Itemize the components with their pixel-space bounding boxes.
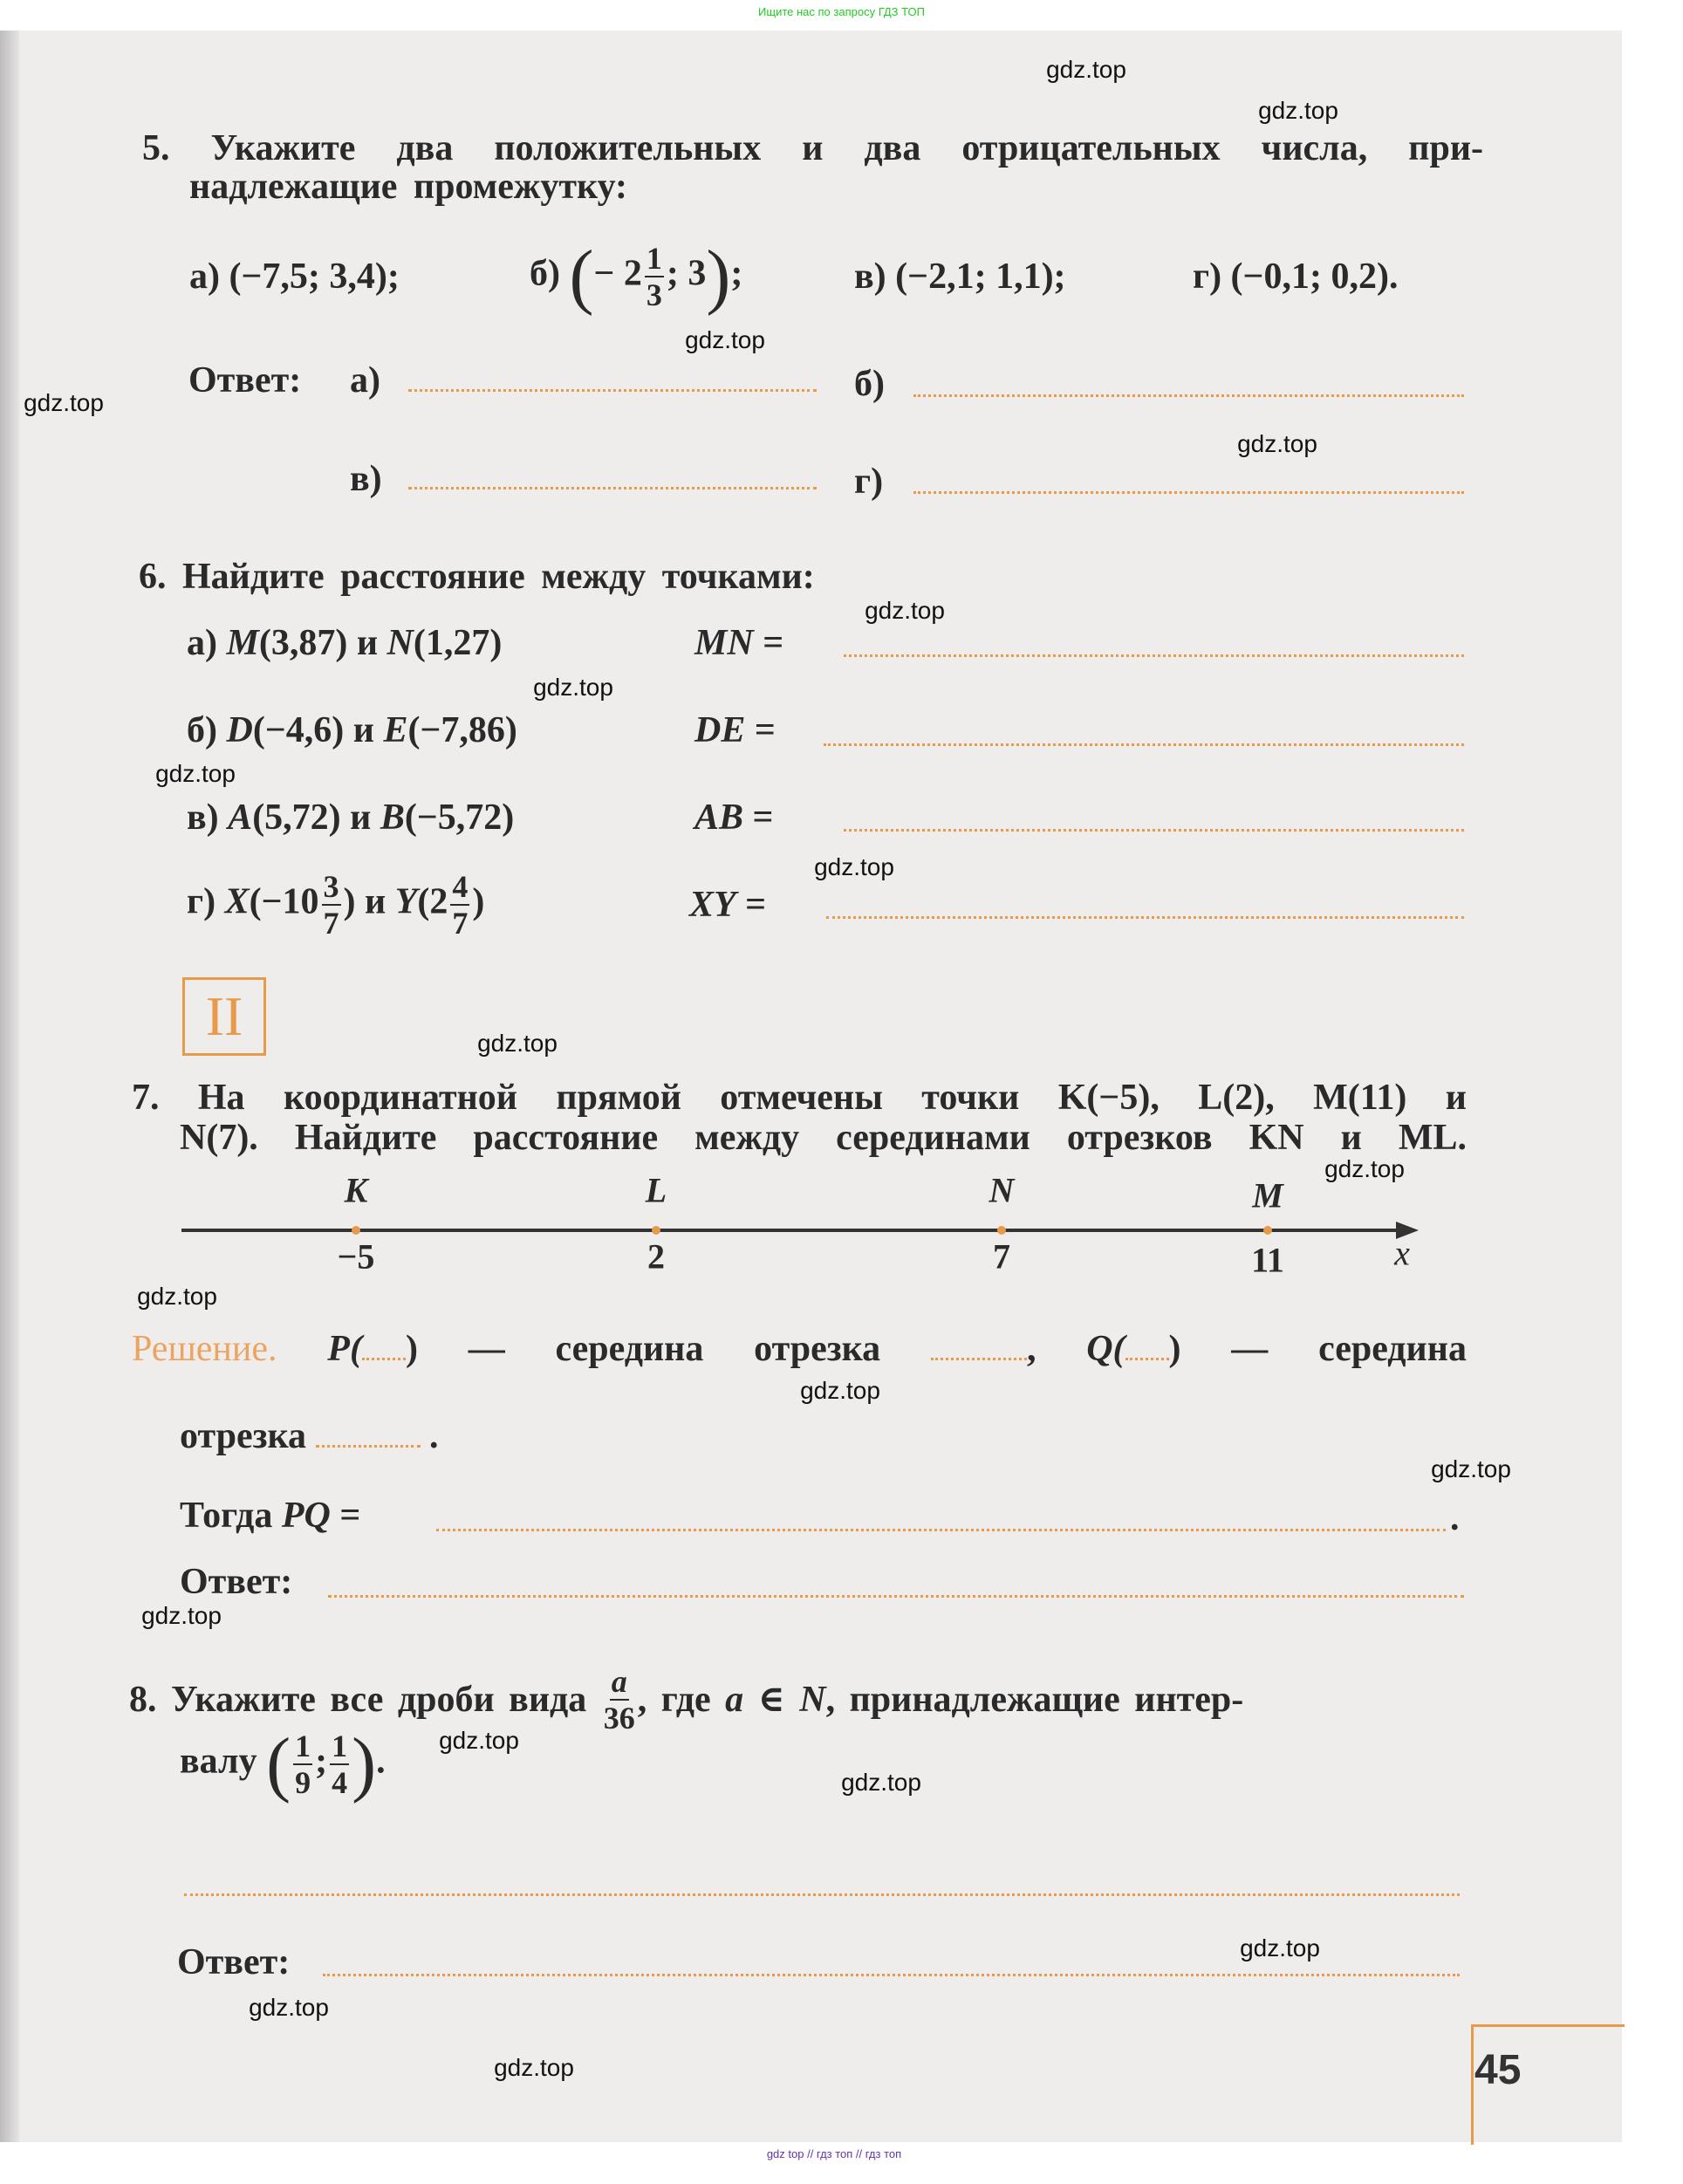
task5-answer-label: Ответ: [188,360,302,401]
denominator: 4 [332,1765,348,1800]
denominator: 7 [323,906,339,941]
point: Y [394,881,418,922]
task8-work-field[interactable] [184,1893,1460,1896]
answer-g-label: г) [854,462,884,502]
task8-text: Укажите все дроби вида [171,1680,587,1720]
point-n-value: 7 [993,1236,1010,1277]
watermark: gdz.top [685,326,765,353]
q-field[interactable] [1125,1358,1169,1360]
segment: XY [689,885,736,925]
period: . [376,1741,386,1782]
task6-item-g [187,871,484,939]
task6-seg-b [694,712,776,749]
watermark: gdz.top [1431,1455,1511,1482]
footer-note: gdz top // гдз топ // гдз топ [766,2147,902,2160]
and: и [365,881,387,922]
task6-seg-v [694,799,773,836]
task5-option-v: в) (−2,1; 1,1); [854,257,1066,297]
coord: (2 [417,881,448,922]
task8-text: , где [637,1680,711,1720]
label: б) [187,710,217,750]
label: а) [187,623,217,663]
point-n [997,1226,1006,1235]
word: середина [1318,1329,1467,1369]
task5-line1 [142,130,1483,167]
task6-title [139,558,815,595]
page-edge [0,31,19,2142]
task7-line2: N(7). Найдите расстояние между серединами отрезков KN и ML. [180,1118,1467,1158]
fraction [293,1730,312,1798]
watermark: gdz.top [494,2054,574,2081]
condition: a ∈ N [725,1680,826,1720]
option-label: б) [530,253,560,294]
equals: = [745,885,767,925]
task8-number: 8. [129,1680,157,1720]
equals: = [754,710,776,750]
task6-number: 6. [139,557,167,597]
task6-item-b [187,712,517,749]
point: B [380,798,405,838]
watermark: gdz.top [1237,430,1317,457]
task6-answer-a[interactable] [844,654,1464,657]
watermark: gdz.top [155,760,236,787]
watermark: gdz.top [1258,97,1338,124]
solution-line1 [132,1331,1467,1367]
watermark: gdz.top [137,1283,217,1310]
task6-item-v [187,799,514,836]
equals: = [752,798,774,838]
paren: ) [352,1723,377,1804]
task8-answer-label: Ответ: [177,1942,291,1982]
coord: (1,27) [413,623,503,663]
task8-text: , принадлежащие интер- [825,1680,1244,1720]
watermark: gdz.top [814,853,894,880]
section-mark: II [182,977,266,1056]
point-m [1263,1226,1272,1235]
period: . [1450,1498,1460,1538]
task5-text: Укажите два положительных и два отрицательных числа, при- [210,128,1484,168]
fraction [645,243,664,311]
word: середина [555,1329,704,1369]
midpoint-q [1086,1331,1180,1367]
task5-option-a: а) (−7,5; 3,4); [189,257,400,297]
p-label: P( [327,1329,362,1369]
watermark: gdz.top [249,1994,329,2021]
equals: = [763,623,784,663]
task6-seg-g [689,887,766,923]
dash: — [468,1329,505,1369]
point-l-name: L [645,1170,667,1210]
paren: ) [706,236,731,317]
task6-item-a [187,625,502,661]
numerator: 3 [323,869,339,904]
watermark: gdz.top [533,674,613,701]
denominator: 36 [603,1701,635,1736]
word: отрезка [754,1329,881,1369]
point: E [383,710,408,750]
q-label: Q( [1086,1329,1125,1369]
point-k [352,1226,360,1235]
task5-option-b [530,236,743,317]
equals: = [339,1496,361,1536]
word: отрезка [180,1416,307,1456]
task7-answer-field[interactable] [328,1595,1464,1598]
watermark: gdz.top [439,1727,519,1754]
label: г) [187,881,216,922]
header-note: Ищите нас по запросу ГДЗ ТОП [758,5,925,18]
coord: (−7,86) [407,710,517,750]
p-field[interactable] [362,1358,406,1360]
task5-number: 5. [142,128,170,168]
watermark: gdz.top [1324,1155,1405,1182]
answer-v-label: в) [350,459,382,499]
and: и [356,623,379,663]
task6-answer-v[interactable] [844,829,1464,832]
solution-label: Решение. [132,1329,277,1369]
fraction [604,1666,635,1734]
comma: , [1026,1329,1036,1369]
task5-option-g: г) (−0,1; 0,2). [1193,257,1399,297]
dash: — [1231,1329,1269,1369]
paren: ) [405,1329,418,1369]
task6-text: Найдите расстояние между точками: [182,557,815,597]
denominator: 3 [646,277,662,312]
segment: DE [694,710,746,750]
segment-field-1 [931,1331,1036,1367]
seg-field[interactable] [931,1358,1027,1360]
and: и [352,710,374,750]
value: − 2 [593,253,642,294]
paren: ( [266,1723,291,1804]
paren: ( [569,236,594,317]
task7-answer-label: Ответ: [180,1562,293,1602]
point: M [226,623,259,663]
point: X [224,881,250,922]
task7-text: На координатной прямой отмечены точки K(−5), L(2), M(11) и [197,1078,1467,1118]
task5-line2: надлежащие промежутку: [189,167,628,207]
answer-a-label: а) [350,360,380,401]
answer-a-field[interactable] [408,389,817,392]
paren: ) [1168,1329,1181,1369]
point-m-value: 11 [1251,1240,1284,1280]
point: D [226,710,253,750]
coord: (3,87) [258,623,348,663]
pq: PQ [281,1496,331,1536]
answer-b-field[interactable] [913,394,1464,397]
task7-line1 [132,1079,1467,1116]
point: A [228,798,253,838]
answer-v-field[interactable] [408,487,817,490]
numerator: a [611,1664,627,1699]
numerator: 1 [332,1729,348,1763]
answer-b-label: б) [854,364,885,404]
numerator: 4 [452,869,469,904]
then: Тогда [180,1496,273,1536]
task8-line2 [180,1723,386,1804]
value: ; 3 [666,253,707,294]
separator: ; [315,1741,328,1782]
label: в) [187,798,219,838]
midpoint-p [327,1331,418,1367]
watermark: gdz.top [800,1377,880,1404]
segment: MN [694,623,754,663]
watermark: gdz.top [1240,1934,1320,1961]
watermark: gdz.top [841,1769,921,1796]
coord: (−5,72) [404,798,515,838]
fraction [330,1730,349,1798]
watermark: gdz.top [477,1030,558,1057]
segment: AB [694,798,744,838]
semicolon: ; [730,253,743,294]
coord: ) [343,881,356,922]
point-n-name: N [989,1170,1015,1210]
point-m-name: M [1252,1175,1283,1215]
watermark: gdz.top [1046,56,1126,83]
then-pq [180,1497,360,1534]
answer-g-field[interactable] [913,491,1464,494]
watermark: gdz.top [24,389,104,416]
task8-answer-field[interactable] [323,1974,1460,1976]
task6-answer-g[interactable] [826,916,1464,919]
denominator: 9 [295,1765,311,1800]
task7-number: 7. [132,1078,160,1118]
coord: (5,72) [252,798,341,838]
number-line [181,1229,1403,1232]
watermark: gdz.top [141,1602,222,1629]
coord: (−4,6) [252,710,345,750]
fraction [450,871,469,939]
point: N [387,623,414,663]
task8-line1 [129,1666,1467,1734]
solution-line2 [180,1418,439,1455]
task6-answer-b[interactable] [824,743,1464,746]
numerator: 1 [646,241,662,276]
point-l [652,1226,660,1235]
point-k-name: K [344,1170,368,1210]
axis-label: x [1394,1233,1410,1273]
word: валу [180,1741,257,1782]
and: и [350,798,372,838]
numerator: 1 [295,1729,311,1763]
denominator: 7 [452,906,469,941]
watermark: gdz.top [865,597,945,624]
task6-seg-a [694,625,783,661]
coord: ) [472,881,485,922]
coord: (−10 [249,881,319,922]
pq-field[interactable] [436,1529,1446,1531]
period: . [429,1416,439,1456]
page-number: 45 [1474,2047,1522,2093]
seg-field-2[interactable] [316,1445,421,1448]
fraction [322,871,341,939]
point-k-value: −5 [337,1236,375,1277]
point-l-value: 2 [647,1236,665,1277]
